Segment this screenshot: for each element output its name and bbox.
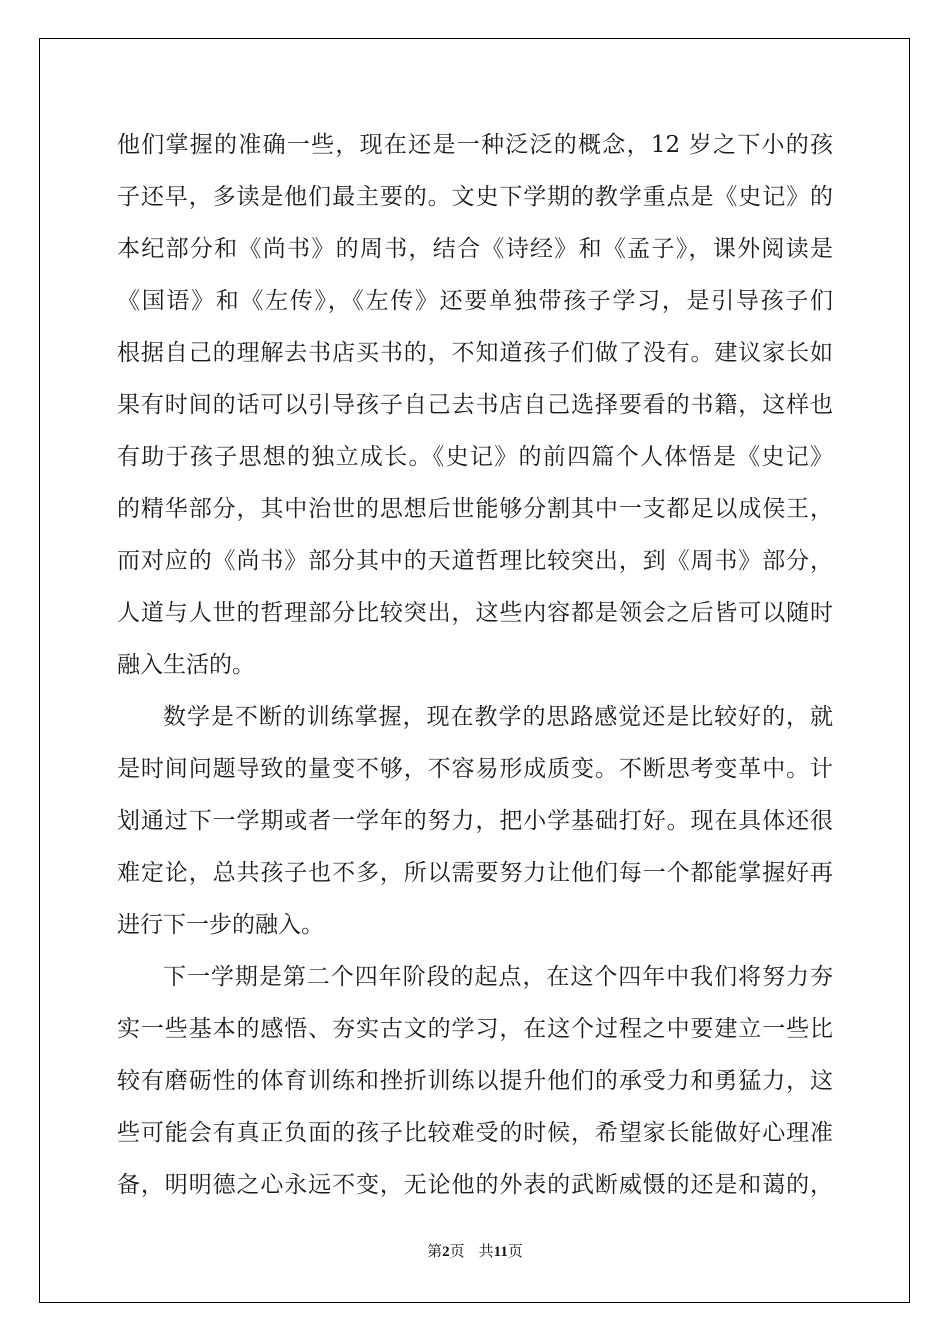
page-suffix: 页 (449, 1244, 465, 1260)
text-line: 本纪部分和《尚书》的周书，结合《诗经》和《孟子》，课外阅读是 (117, 236, 833, 262)
text-line: 果有时间的话可以引导孩子自己去书店自己选择要看的书籍，这样也 (117, 392, 833, 418)
page-prefix: 第 (427, 1244, 443, 1260)
text-line: 子还早，多读是他们最主要的。文史下学期的教学重点是《史记》的 (117, 184, 833, 210)
paragraph-first-line: 数学是不断的训练掌握，现在教学的思路感觉还是比较好的，就 (163, 704, 833, 730)
paragraph-first-line: 下一学期是第二个四年阶段的起点，在这个四年中我们将努力夯 (163, 964, 833, 990)
text-line: 《国语》和《左传》，《左传》还要单独带孩子学习，是引导孩子们 (117, 288, 833, 314)
current-page-number: 2 (442, 1244, 450, 1260)
text-line: 难定论，总共孩子也不多，所以需要努力让他们每一个都能掌握好再 (117, 860, 833, 886)
text-line: 实一些基本的感悟、夯实古文的学习，在这个过程之中要建立一些比 (117, 1016, 833, 1042)
text-line: 融入生活的。 (117, 652, 255, 678)
text-line: 是时间问题导致的量变不够，不容易形成质变。不断思考变革中。计 (117, 756, 833, 782)
text-line: 进行下一步的融入。 (117, 912, 324, 938)
total-page-number: 11 (493, 1244, 508, 1260)
text-line: 的精华部分，其中治世的思想后世能够分割其中一支都足以成侯王， (117, 496, 833, 522)
text-line: 而对应的《尚书》部分其中的天道哲理比较突出，到《周书》部分， (117, 548, 833, 574)
text-line: 根据自己的理解去书店买书的，不知道孩子们做了没有。建议家长如 (117, 340, 833, 366)
text-line: 些可能会有真正负面的孩子比较难受的时候，希望家长能做好心理准 (117, 1120, 833, 1146)
total-prefix: 共 (478, 1244, 494, 1260)
text-line: 划通过下一学期或者一学年的努力，把小学基础打好。现在具体还很 (117, 808, 833, 834)
total-suffix: 页 (507, 1244, 523, 1260)
text-line: 较有磨砺性的体育训练和挫折训练以提升他们的承受力和勇猛力，这 (117, 1068, 833, 1094)
text-line: 有助于孩子思想的独立成长。《史记》的前四篇个人体悟是《史记》 (117, 444, 833, 470)
text-line: 人道与人世的哲理部分比较突出，这些内容都是领会之后皆可以随时 (117, 600, 833, 626)
text-line: 他们掌握的准确一些，现在还是一种泛泛的概念，12 岁之下小的孩 (117, 132, 833, 158)
page-number-footer (0, 1240, 950, 1261)
text-line: 备，明明德之心永远不变，无论他的外表的武断威慑的还是和蔼的， (117, 1172, 833, 1198)
